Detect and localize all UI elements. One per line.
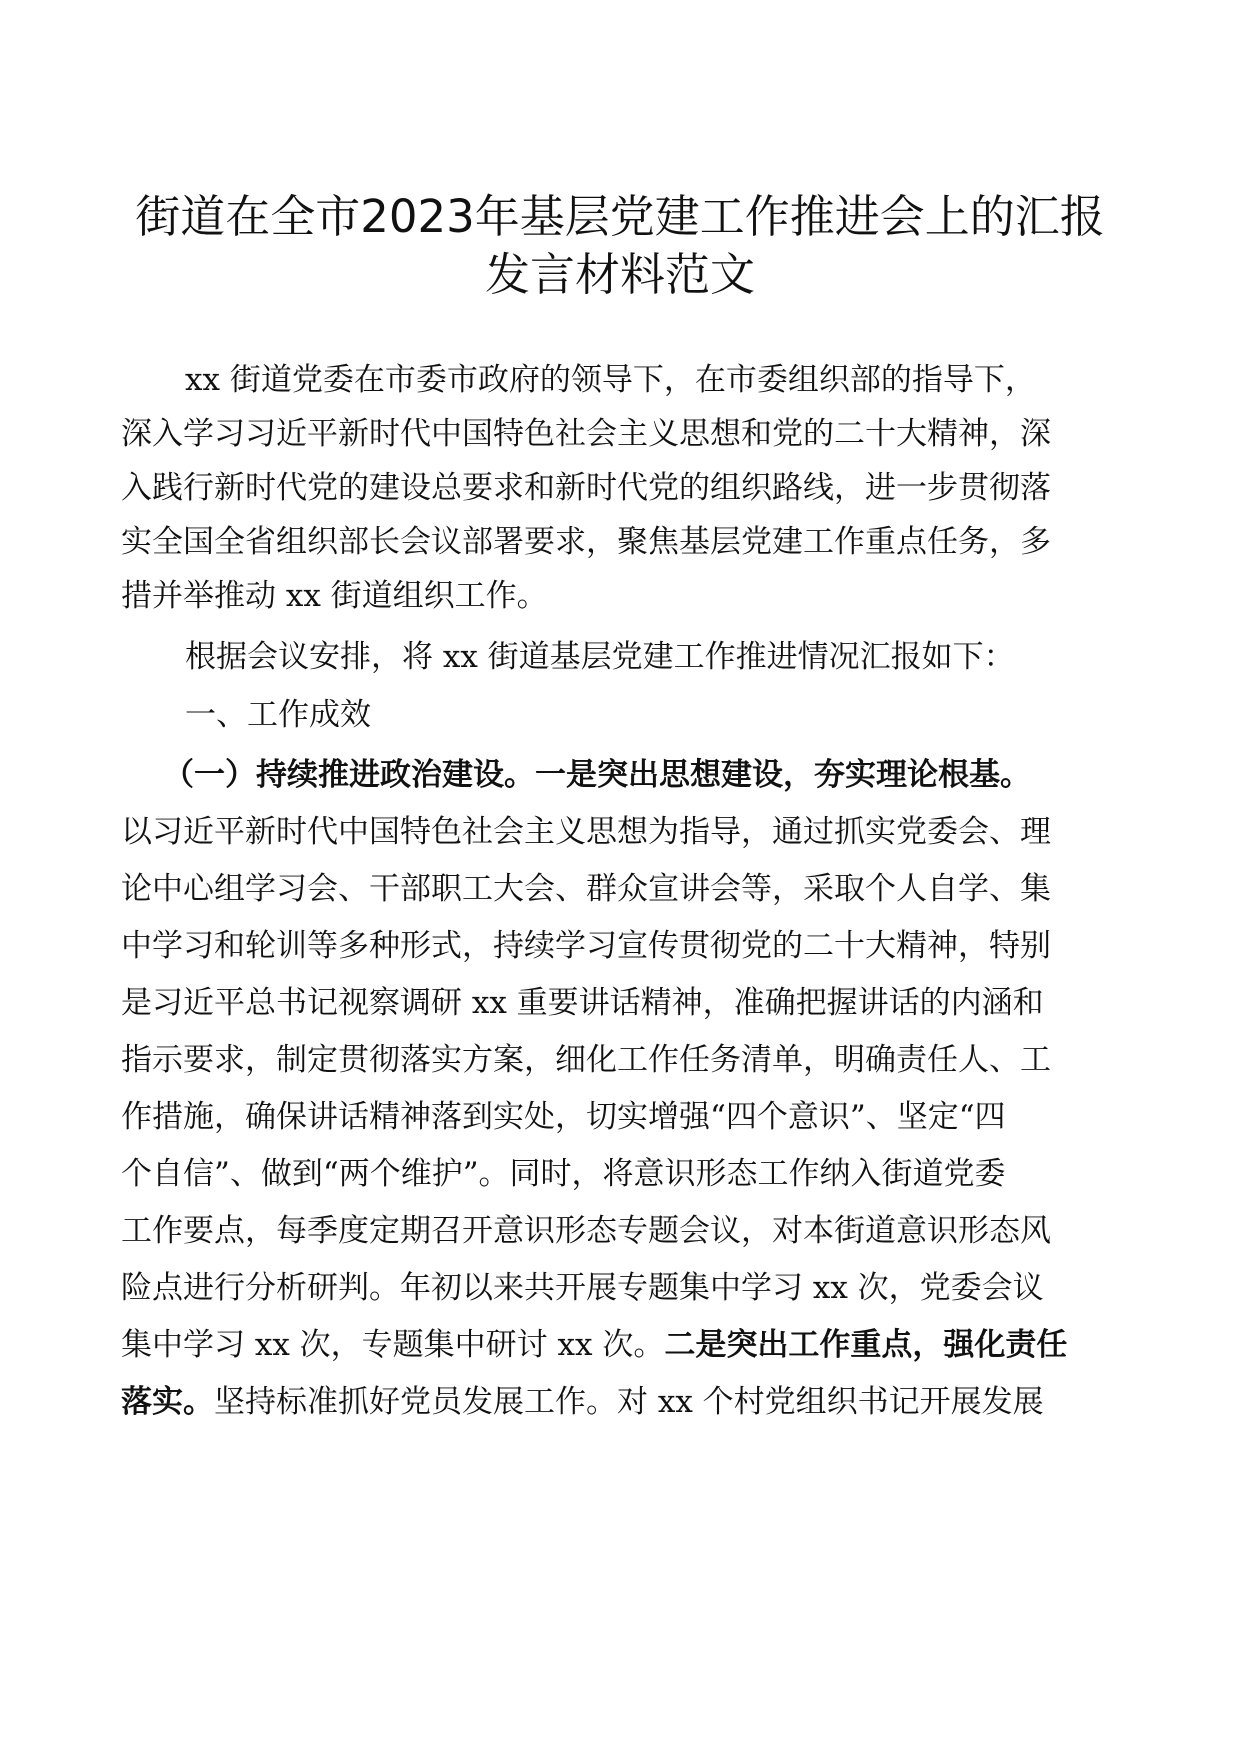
body-line-1: 以习近平新时代中国特色社会主义思想为指导，通过抓实党委会、理 — [121, 814, 1051, 850]
intro-line-1: xx 街道党委在市委市政府的领导下，在市委组织部的指导下， — [185, 362, 1036, 398]
title-line-2: 发言材料范文 — [484, 248, 755, 301]
body-line-6: 作措施，确保讲话精神落到实处，切实增强“四个意识”、坚定“四 — [121, 1099, 1006, 1135]
body-line-5: 指示要求，制定贯彻落实方案，细化工作任务清单，明确责任人、工 — [121, 1042, 1051, 1078]
body-line-10-bold: 二是突出工作重点，强化责任 — [664, 1327, 1068, 1363]
body-line-9: 险点进行分析研判。年初以来共开展专题集中学习 xx 次，党委会议 — [121, 1270, 1044, 1306]
body-line-11-plain: 坚持标准抓好党员发展工作。对 xx 个村党组织书记开展发展 — [214, 1384, 1044, 1420]
body-line-10 — [121, 1323, 1067, 1367]
section-heading-1: 一、工作成效 — [185, 697, 371, 733]
intro-line-2: 深入学习习近平新时代中国特色社会主义思想和党的二十大精神，深 — [121, 416, 1051, 452]
body-line-11-bold: 落实。 — [121, 1384, 214, 1420]
body-line-2: 论中心组学习会、干部职工大会、群众宣讲会等，采取个人自学、集 — [121, 871, 1051, 907]
arrangement-line: 根据会议安排，将 xx 街道基层党建工作推进情况汇报如下： — [185, 639, 1015, 675]
body-line-8: 工作要点，每季度定期召开意识形态专题会议，对本街道意识形态风 — [121, 1213, 1051, 1249]
intro-line-4: 实全国全省组织部长会议部署要求，聚焦基层党建工作重点任务，多 — [121, 524, 1051, 560]
body-line-11 — [121, 1380, 1044, 1424]
intro-line-5: 措并举推动 xx 街道组织工作。 — [121, 578, 548, 614]
intro-line-3: 入践行新时代党的建设总要求和新时代党的组织路线，进一步贯彻落 — [121, 470, 1051, 506]
body-line-3: 中学习和轮训等多种形式，持续学习宣传贯彻党的二十大精神，特别 — [121, 928, 1051, 964]
subsection-heading-1: （一）持续推进政治建设。一是突出思想建设，夯实理论根基。 — [163, 757, 1031, 793]
body-line-10-plain: 集中学习 xx 次，专题集中研讨 xx 次。 — [121, 1327, 665, 1363]
title-line-1: 街道在全市2023年基层党建工作推进会上的汇报 — [135, 190, 1105, 243]
body-line-4: 是习近平总书记视察调研 xx 重要讲话精神，准确把握讲话的内涵和 — [121, 985, 1044, 1021]
body-line-7: 个自信”、做到“两个维护”。同时，将意识形态工作纳入街道党委 — [121, 1156, 1006, 1192]
document-title — [120, 188, 1120, 304]
